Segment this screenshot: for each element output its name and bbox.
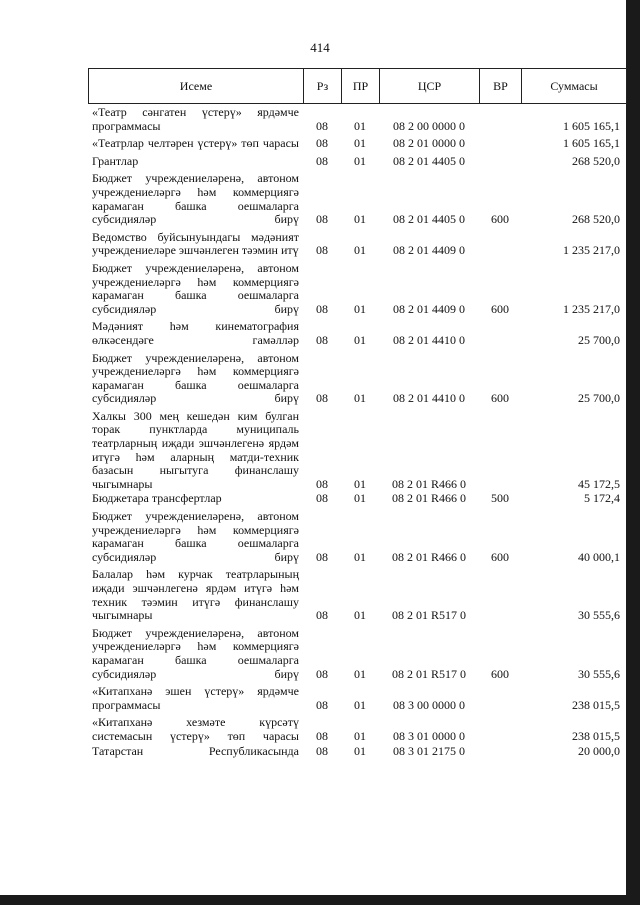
row-csr: 08 2 01 R517 0 <box>391 666 466 681</box>
table-body <box>88 106 626 758</box>
header-vr: ВР <box>480 69 522 104</box>
row-pr: 01 <box>354 666 366 681</box>
row-name: «Китапханә эшен үстерү» ярдәмче программасы <box>92 684 299 712</box>
row-vr: 600 <box>491 549 509 564</box>
row-sum: 25 700,0 <box>578 332 620 347</box>
row-rz: 08 <box>316 743 328 758</box>
row-sum: 1 605 165,1 <box>563 118 620 133</box>
table-row <box>88 262 626 316</box>
row-csr: 08 2 00 0000 0 <box>393 118 465 133</box>
row-vr: 500 <box>491 491 509 506</box>
table-row <box>88 568 626 622</box>
row-sum: 25 700,0 <box>578 391 620 406</box>
row-name: Бюджет учреждениеләренә, автоном учреждениеләргә һәм коммерциягә карамаган башка оешмаларга субсидияләр бирү <box>92 509 299 564</box>
scan-border-bottom <box>0 895 640 905</box>
row-csr: 08 2 01 4409 0 <box>393 243 465 258</box>
row-pr: 01 <box>354 491 366 506</box>
row-csr: 08 2 01 R517 0 <box>391 608 466 623</box>
row-name: Балалар һәм курчак театрларының иҗади эшчәнлегенә ярдәм итүгә һәм техник тәэмин итүгә финанслашу чыгымнары <box>92 567 299 623</box>
table-row <box>88 685 626 712</box>
table-row <box>88 231 626 258</box>
header-pr: ПР <box>342 69 380 104</box>
row-pr: 01 <box>354 153 366 168</box>
table-row <box>88 627 626 681</box>
row-rz: 08 <box>316 153 328 168</box>
row-name: Бюджет учреждениеләренә, автоном учреждениеләргә һәм коммерциягә карамаган башка оешмаларга субсидияләр бирү <box>92 260 299 316</box>
row-csr: 08 2 01 4410 0 <box>393 332 465 347</box>
row-pr: 01 <box>354 549 366 564</box>
row-csr: 08 2 01 0000 0 <box>393 136 465 151</box>
table-row <box>88 172 626 226</box>
table-row <box>88 106 626 133</box>
row-csr: 08 3 01 2175 0 <box>393 743 465 758</box>
row-csr: 08 2 01 R466 0 <box>391 476 466 491</box>
row-csr: 08 2 01 4409 0 <box>393 301 465 316</box>
row-sum: 238 015,5 <box>572 728 620 743</box>
table-row <box>88 137 626 151</box>
row-csr: 08 2 01 R466 0 <box>391 549 466 564</box>
row-sum: 268 520,0 <box>572 212 620 227</box>
row-rz: 08 <box>316 332 328 347</box>
row-vr: 600 <box>491 212 509 227</box>
row-name: Грантлар <box>92 153 139 168</box>
row-pr: 01 <box>354 391 366 406</box>
row-pr: 01 <box>354 476 366 491</box>
row-rz: 08 <box>316 391 328 406</box>
row-rz: 08 <box>316 118 328 133</box>
row-name: Бюджет учреждениеләренә, автоном учреждениеләргә һәм коммерциягә карамаган башка оешмаларга субсидияләр бирү <box>92 625 299 681</box>
row-pr: 01 <box>354 743 366 758</box>
table-row <box>88 410 626 492</box>
row-rz: 08 <box>316 212 328 227</box>
page-number: 414 <box>310 40 330 55</box>
row-name: Мәдәният һәм кинематография өлкәсендәге гамәлләр <box>92 319 299 347</box>
row-pr: 01 <box>354 136 366 151</box>
row-pr: 01 <box>354 332 366 347</box>
table-row <box>88 320 626 347</box>
row-name: Бюджетара трансфертлар <box>92 491 222 506</box>
row-pr: 01 <box>354 243 366 258</box>
row-sum: 30 555,6 <box>578 666 620 681</box>
row-name: «Театр сәнгатен үстерү» ярдәмче программасы <box>92 105 299 133</box>
table-row <box>88 745 626 759</box>
row-csr: 08 3 01 0000 0 <box>393 728 465 743</box>
row-sum: 45 172,5 <box>578 476 620 491</box>
table-row <box>88 510 626 564</box>
row-rz: 08 <box>316 136 328 151</box>
row-sum: 30 555,6 <box>578 608 620 623</box>
row-pr: 01 <box>354 697 366 712</box>
row-name: Ведомство буйсынуындагы мәдәният учреждениеләре эшчәнлеген тәэмин итү <box>92 229 299 258</box>
row-rz: 08 <box>316 666 328 681</box>
row-pr: 01 <box>354 212 366 227</box>
header-name: Исеме <box>89 69 304 104</box>
row-sum: 20 000,0 <box>578 743 620 758</box>
row-rz: 08 <box>316 301 328 316</box>
row-rz: 08 <box>316 491 328 506</box>
row-rz: 08 <box>316 243 328 258</box>
row-name: Бюджет учреждениеләренә, автоном учреждениеләргә һәм коммерциягә карамаган башка оешмаларга субсидияләр бирү <box>92 171 299 227</box>
row-sum: 238 015,5 <box>572 697 620 712</box>
table-header <box>88 68 627 104</box>
header-sum: Суммасы <box>522 69 627 104</box>
header-csr: ЦСР <box>380 69 480 104</box>
row-pr: 01 <box>354 301 366 316</box>
row-rz: 08 <box>316 608 328 623</box>
table-row <box>88 492 626 506</box>
scan-border-right <box>626 0 640 905</box>
row-pr: 01 <box>354 728 366 743</box>
row-sum: 1 235 217,0 <box>563 301 620 316</box>
row-csr: 08 2 01 R466 0 <box>391 491 466 506</box>
row-name: Татарстан Республикасында <box>92 743 299 758</box>
row-vr: 600 <box>491 666 509 681</box>
row-rz: 08 <box>316 549 328 564</box>
row-name: Бюджет учреждениеләренә, автоном учреждениеләргә һәм коммерциягә карамаган башка оешмаларга субсидияләр бирү <box>92 350 299 406</box>
row-sum: 268 520,0 <box>572 153 620 168</box>
row-rz: 08 <box>316 728 328 743</box>
row-sum: 1 605 165,1 <box>563 136 620 151</box>
row-csr: 08 2 01 4405 0 <box>393 212 465 227</box>
table-row <box>88 155 626 169</box>
table-row <box>88 352 626 406</box>
row-csr: 08 2 01 4405 0 <box>393 153 465 168</box>
row-name: «Китапханә хезмәте күрсәтү системасын үстерү» төп чарасы <box>92 715 299 743</box>
row-sum: 5 172,4 <box>584 491 620 506</box>
row-rz: 08 <box>316 476 328 491</box>
row-rz: 08 <box>316 697 328 712</box>
row-sum: 40 000,1 <box>578 549 620 564</box>
header-rz: Рз <box>304 69 342 104</box>
row-vr: 600 <box>491 391 509 406</box>
row-vr: 600 <box>491 301 509 316</box>
row-sum: 1 235 217,0 <box>563 243 620 258</box>
row-pr: 01 <box>354 608 366 623</box>
row-pr: 01 <box>354 118 366 133</box>
row-name: «Театрлар челтәрен үстерү» төп чарасы <box>92 136 299 151</box>
row-name: Халкы 300 мең кешедән ким булган торак пунктларда муниципаль театрларның иҗади эшчәнлегенә ярдәм итүгә һәм аларның матди-техник базасын ныгытуга финанслашу чыгымнары <box>92 408 299 491</box>
table-row <box>88 716 626 743</box>
row-csr: 08 3 00 0000 0 <box>393 697 465 712</box>
row-csr: 08 2 01 4410 0 <box>393 391 465 406</box>
